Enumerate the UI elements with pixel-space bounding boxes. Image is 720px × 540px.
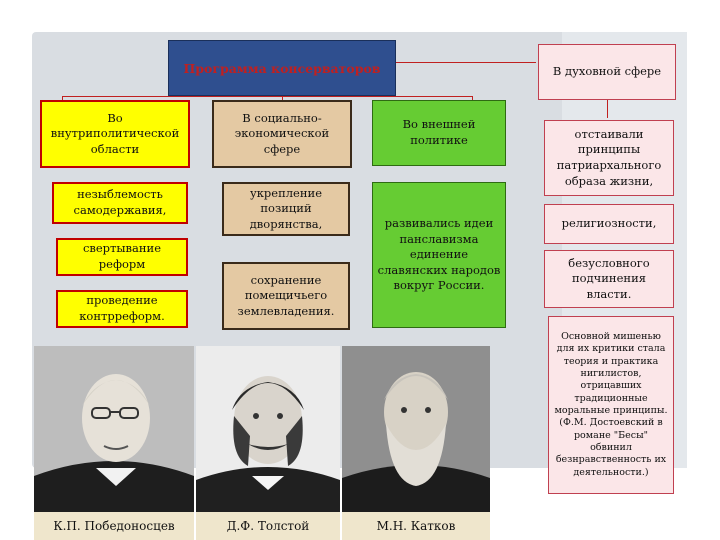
social-item-1: укрепление позиций дворянства,	[222, 182, 350, 236]
portrait-tolstoy	[196, 346, 340, 512]
sphere-social: В социально-экономической сфере	[212, 100, 352, 168]
portrait-1-image	[34, 346, 194, 512]
sphere-foreign: Во внешней политике	[372, 100, 506, 166]
connector-title-right	[396, 62, 536, 63]
social-item-2: сохранение помещичьего землевладения.	[222, 262, 350, 330]
portrait-pobedonostsev	[34, 346, 194, 512]
portrait-caption-2: Д.Ф. Толстой	[196, 512, 340, 540]
connector-title-horizontal	[62, 96, 472, 97]
portrait-2-image	[196, 346, 340, 512]
diagram-title: Программа консерваторов	[168, 40, 396, 96]
spiritual-item-3: безусловного подчинения власти.	[544, 250, 674, 308]
spiritual-item-1: отстаивали принципы патриархального образа жизни,	[544, 120, 674, 196]
inner-item-3: проведение контрреформ.	[56, 290, 188, 328]
spiritual-item-2: религиозности,	[544, 204, 674, 244]
connector-spiritual	[607, 100, 608, 118]
spiritual-note: Основной мишенью для их критики стала теория и практика нигилистов, отрицавших традиционные моральные принципы. (Ф.М. Достоевский в романе "Бесы" обвинил безнравственность их деятельности.)	[548, 316, 674, 494]
foreign-item: развивались идеи панславизма единение славянских народов вокруг России.	[372, 182, 506, 328]
portrait-katkov	[342, 346, 490, 512]
portrait-3-image	[342, 346, 490, 512]
sphere-inner: Во внутриполитической области	[40, 100, 190, 168]
inner-item-2: свертывание реформ	[56, 238, 188, 276]
portrait-caption-3: М.Н. Катков	[342, 512, 490, 540]
portrait-caption-1: К.П. Победоносцев	[34, 512, 194, 540]
sphere-spiritual: В духовной сфере	[538, 44, 676, 100]
inner-item-1: незыблемость самодержавия,	[52, 182, 188, 224]
